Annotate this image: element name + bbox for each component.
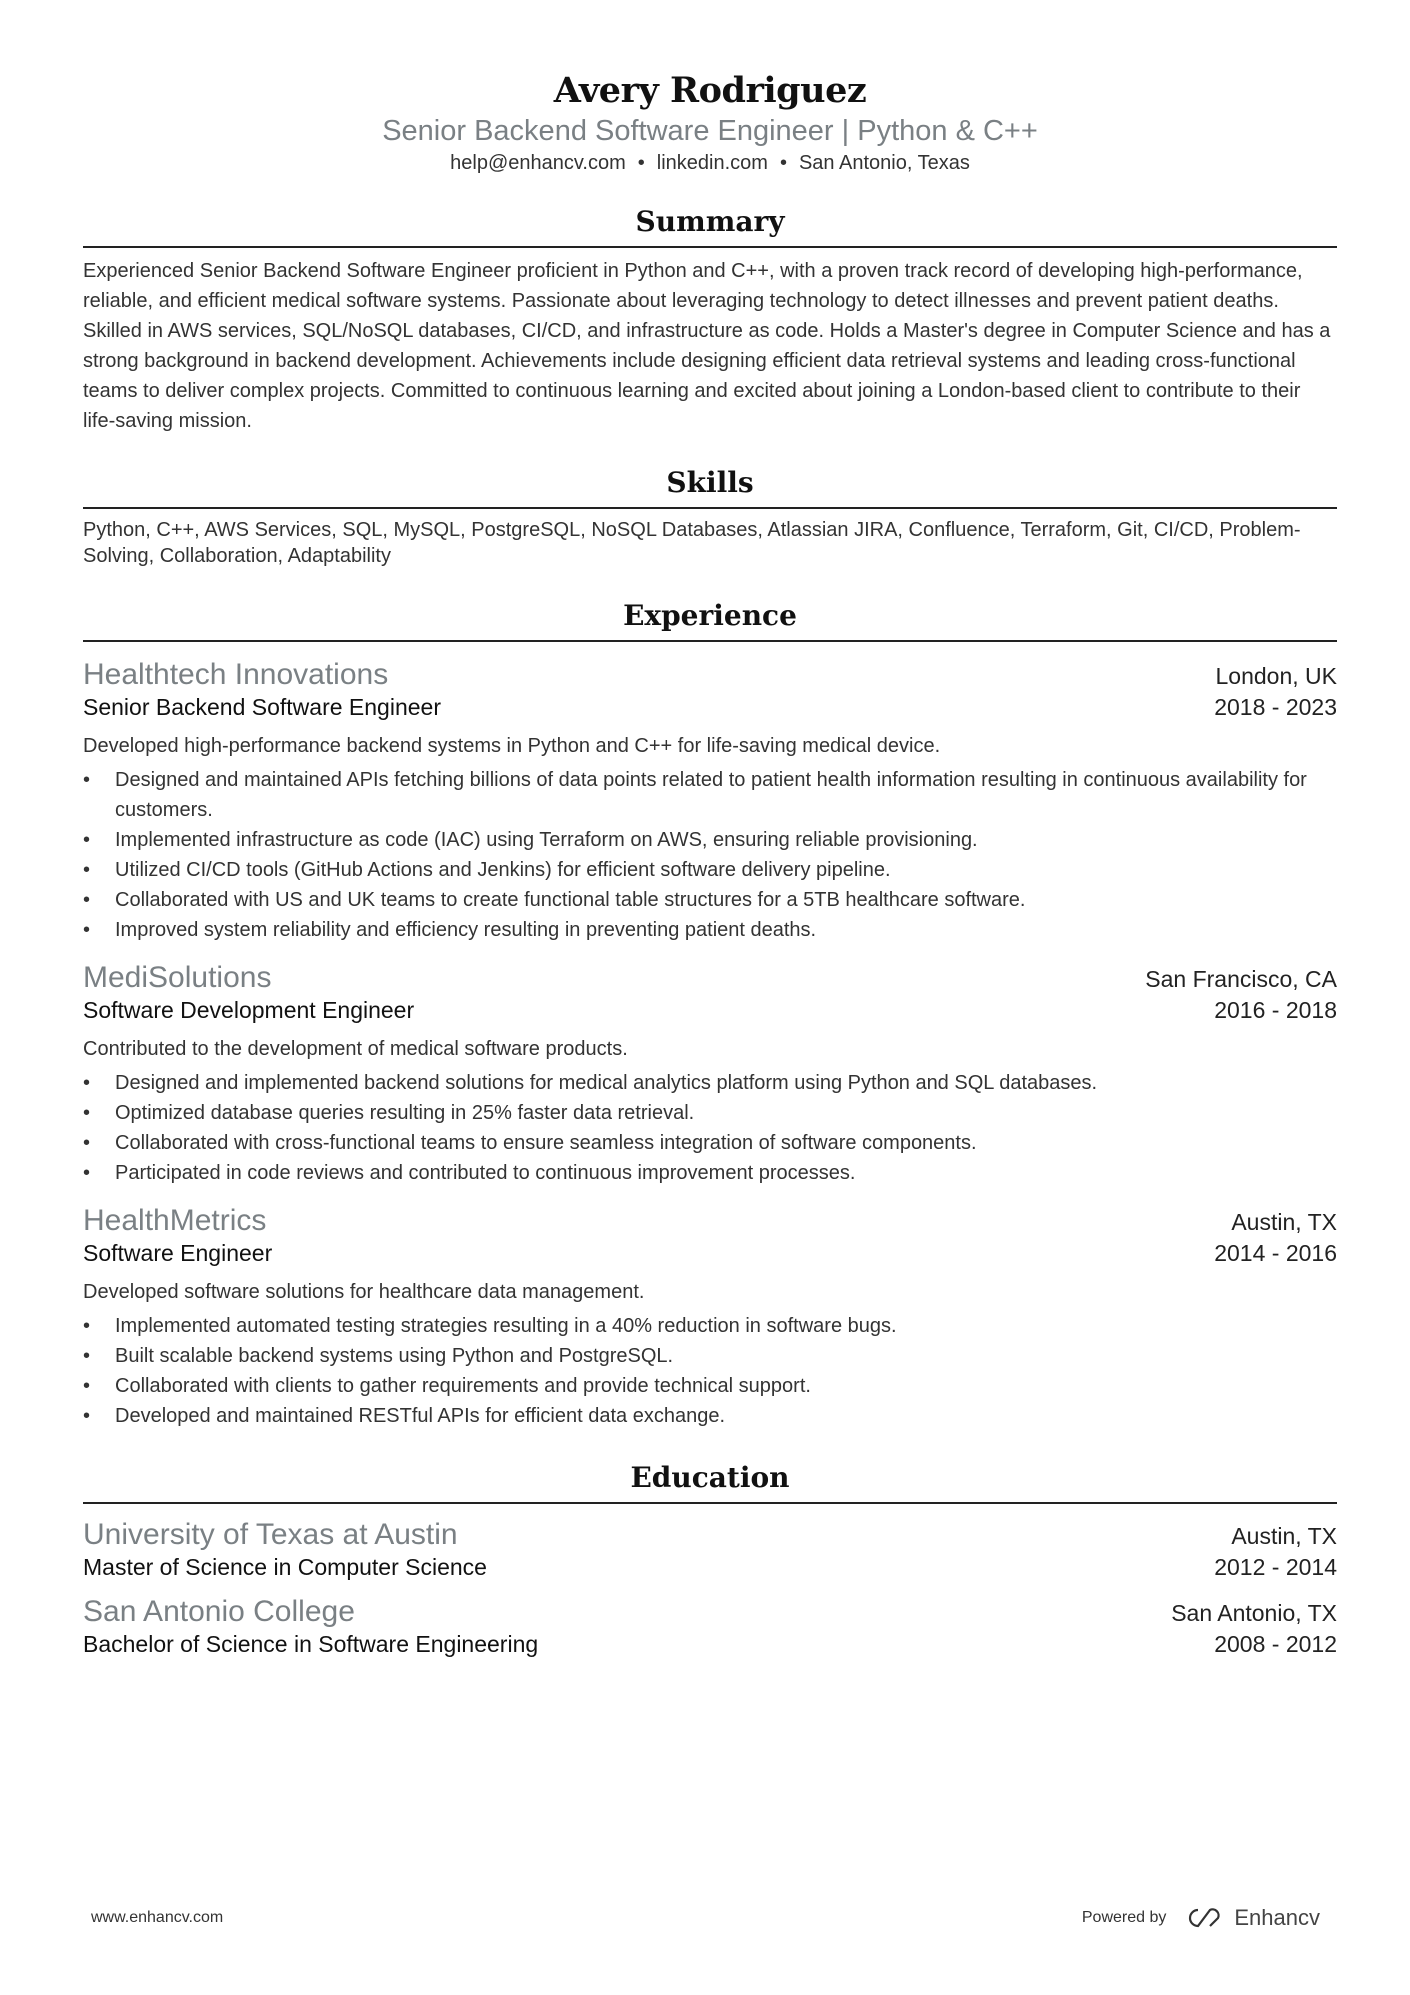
job-description: Developed high-performance backend systems in Python and C++ for life-saving medical device. <box>83 735 941 757</box>
job-role: Senior Backend Software Engineer <box>83 694 441 720</box>
resume <box>83 70 1337 1658</box>
job-location: Austin, TX <box>1231 1209 1337 1235</box>
education-dates: 2008 - 2012 <box>1214 1631 1337 1657</box>
skills-heading: Skills <box>83 466 1337 509</box>
email-link[interactable]: help@enhancv.com <box>450 152 626 174</box>
degree: Master of Science in Computer Science <box>83 1554 487 1580</box>
bullet-item: • Collaborated with cross-functional teams to ensure seamless integration of software components. <box>83 1128 1337 1158</box>
bullet-item: • Improved system reliability and efficiency resulting in preventing patient deaths. <box>83 915 1337 945</box>
education-list <box>83 1508 1337 1658</box>
linkedin-link[interactable]: linkedin.com <box>656 152 768 174</box>
job-bullets <box>83 765 1337 945</box>
job-dates: 2016 - 2018 <box>1214 997 1337 1023</box>
powered-by-label: Powered by <box>1081 1909 1167 1926</box>
separator-dot: • <box>779 152 787 174</box>
bullet-item: • Collaborated with US and UK teams to create functional table structures for a 5TB healthcare software. <box>83 885 1337 915</box>
website-link[interactable]: www.enhancv.com <box>91 1909 224 1926</box>
powered-by <box>1082 1905 1320 1931</box>
job-description: Developed software solutions for healthcare data management. <box>83 1281 645 1303</box>
bullet-item: • Utilized CI/CD tools (GitHub Actions and Jenkins) for efficient software delivery pipeline. <box>83 855 1337 885</box>
brand-name: Enhancv <box>1234 1905 1320 1930</box>
bullet-item: • Implemented automated testing strategies resulting in a 40% reduction in software bugs. <box>83 1311 1337 1341</box>
experience-list <box>83 648 1337 1431</box>
candidate-name: Avery Rodriguez <box>553 70 867 111</box>
summary-heading: Summary <box>83 205 1337 248</box>
job-bullets <box>83 1068 1337 1188</box>
education-entry <box>83 1585 1337 1658</box>
job-dates: 2014 - 2016 <box>1214 1240 1337 1266</box>
bullet-item: • Built scalable backend systems using Python and PostgreSQL. <box>83 1341 1337 1371</box>
location: San Antonio, Texas <box>798 152 970 174</box>
job-role: Software Development Engineer <box>83 997 415 1023</box>
degree: Bachelor of Science in Software Engineering <box>83 1631 539 1657</box>
bullet-item: • Participated in code reviews and contributed to continuous improvement processes. <box>83 1158 1337 1188</box>
candidate-title: Senior Backend Software Engineer | Python & C++ <box>382 115 1038 147</box>
job-description: Contributed to the development of medical software products. <box>83 1038 628 1060</box>
bullet-item: • Collaborated with clients to gather requirements and provide technical support. <box>83 1371 1337 1401</box>
enhancv-logo <box>1184 1905 1320 1931</box>
school-name: San Antonio College <box>83 1595 355 1628</box>
skills-text: Python, C++, AWS Services, SQL, MySQL, PostgreSQL, NoSQL Databases, Atlassian JIRA, Confluence, Terraform, Git, CI/CD, Problem-Solving, Collaboration, Adaptability <box>83 519 1301 567</box>
education-entry <box>83 1508 1337 1581</box>
experience-heading: Experience <box>83 599 1337 642</box>
bullet-item: • Optimized database queries resulting in 25% faster data retrieval. <box>83 1098 1337 1128</box>
job-location: San Francisco, CA <box>1145 966 1337 992</box>
job-role: Software Engineer <box>83 1240 273 1266</box>
job-entry <box>83 951 1337 1188</box>
bullet-item: • Implemented infrastructure as code (IAC) using Terraform on AWS, ensuring reliable provisioning. <box>83 825 1337 855</box>
school-location: San Antonio, TX <box>1171 1600 1337 1626</box>
job-bullets <box>83 1311 1337 1431</box>
contact-line <box>83 152 1337 175</box>
company-name: HealthMetrics <box>83 1204 267 1237</box>
job-location: London, UK <box>1215 663 1337 689</box>
footer <box>91 1905 1320 1931</box>
bullet-item: • Designed and implemented backend solutions for medical analytics platform using Python and SQL databases. <box>83 1068 1337 1098</box>
company-name: Healthtech Innovations <box>83 658 389 691</box>
education-heading: Education <box>83 1461 1337 1504</box>
job-dates: 2018 - 2023 <box>1214 694 1337 720</box>
school-location: Austin, TX <box>1231 1523 1337 1549</box>
summary-text: Experienced Senior Backend Software Engineer proficient in Python and C++, with a proven track record of developing high-performance, reliable, and efficient medical software systems. Passionate about leveraging technology to detect illnesses and prevent patient deaths. Skilled in AWS services, SQL/NoSQL databases, CI/CD, and infrastructure as code. Holds a Master's degree in Computer Science and has a strong background in backend development. Achievements include designing efficient data retrieval systems and leading cross-functional teams to deliver complex projects. Committed to continuous learning and excited about joining a London-based client to contribute to their life-saving mission. <box>83 260 1331 432</box>
school-name: University of Texas at Austin <box>83 1518 458 1551</box>
bullet-item: • Developed and maintained RESTful APIs for efficient data exchange. <box>83 1401 1337 1431</box>
bullet-item: • Designed and maintained APIs fetching billions of data points related to patient health information resulting in continuous availability for customers. <box>83 765 1337 825</box>
company-name: MediSolutions <box>83 961 272 994</box>
job-entry <box>83 1194 1337 1431</box>
enhancv-logo-icon <box>1184 1906 1224 1930</box>
education-dates: 2012 - 2014 <box>1214 1554 1337 1580</box>
separator-dot: • <box>637 152 645 174</box>
job-entry <box>83 648 1337 945</box>
